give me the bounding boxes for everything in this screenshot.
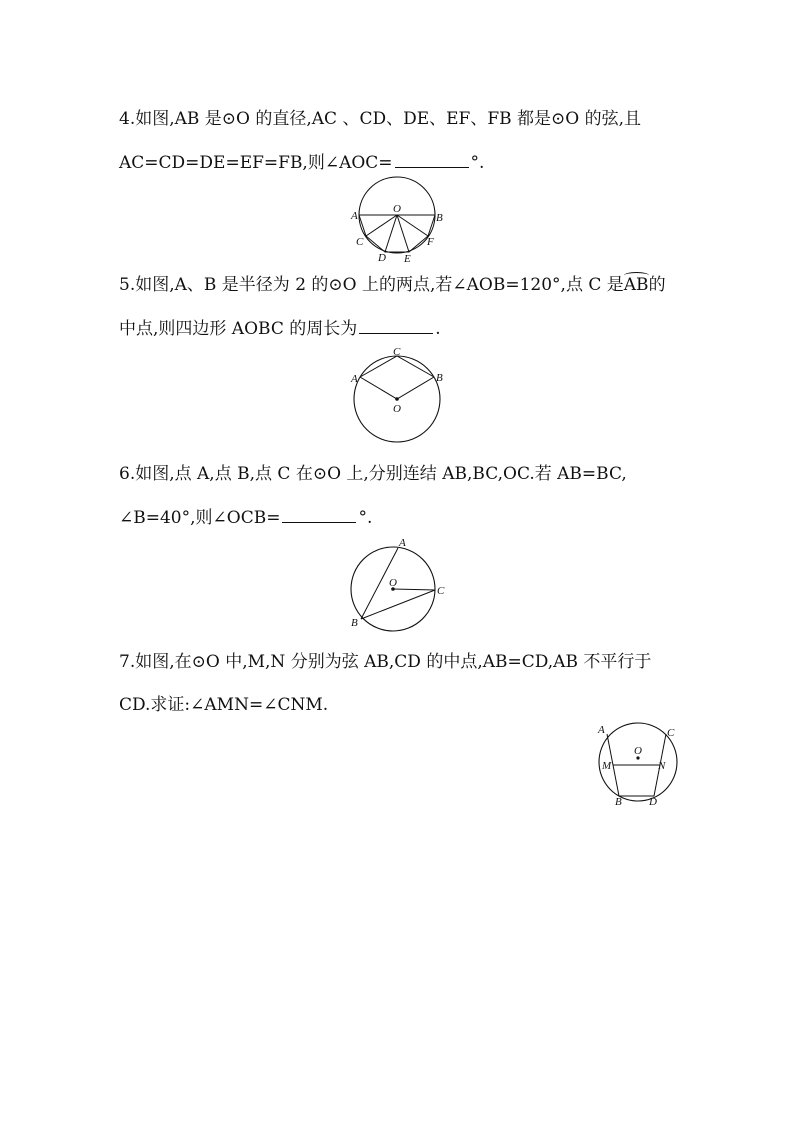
problem-7-line-2: CD.求证:∠AMN=∠CNM.	[119, 695, 329, 715]
label-d: D	[649, 796, 657, 808]
problem-6-figure	[345, 535, 455, 635]
radius-oc	[393, 589, 435, 590]
label-c: C	[393, 346, 401, 358]
label-a: A	[351, 373, 358, 385]
radius-of	[397, 215, 428, 236]
radius-od	[385, 215, 397, 252]
center-point	[395, 397, 399, 401]
problem-5-line-1	[119, 274, 666, 296]
label-o: O	[393, 403, 401, 415]
problem-7-line-1: 7.如图,在⊙O 中,M,N 分别为弦 AB,CD 的中点,AB=CD,AB 不平行于	[119, 652, 652, 672]
problem-5-continue: 的	[648, 275, 666, 295]
label-b: B	[436, 372, 443, 384]
problem-6-unit: °.	[358, 508, 373, 528]
label-a: A	[351, 210, 358, 222]
problem-6-line-1: 6.如图,点 A,点 B,点 C 在⊙O 上,分别连结 AB,BC,OC.若 AB=BC,	[119, 464, 627, 484]
chords-ac-cb	[360, 356, 434, 377]
label-c: C	[437, 585, 445, 597]
label-o: O	[634, 745, 642, 757]
radii-oa-ob	[360, 377, 434, 399]
label-n: N	[658, 760, 666, 772]
problem-5-question: 中点,则四边形 AOBC 的周长为	[119, 319, 358, 339]
chord-bc	[361, 590, 435, 619]
problem-4-line-2	[119, 151, 484, 174]
label-c: C	[667, 727, 675, 739]
problem-4-line-1: 4.如图,AB 是⊙O 的直径,AC 、CD、DE、EF、FB 都是⊙O 的弦,且	[119, 109, 642, 129]
problem-5-statement: 5.如图,A、B 是半径为 2 的⊙O 上的两点,若∠AOB=120°,点 C 是	[119, 275, 624, 295]
problem-6-statement: ∠B=40°,则∠OCB=	[119, 508, 281, 528]
radius-oc	[366, 215, 397, 236]
answer-blank[interactable]	[282, 506, 356, 523]
label-m: M	[602, 760, 612, 772]
label-a: A	[598, 724, 605, 736]
label-c: C	[356, 236, 364, 248]
problem-4-statement: AC=CD=DE=EF=FB,则∠AOC=	[119, 153, 393, 173]
problem-5-period: .	[435, 319, 441, 339]
label-d: D	[378, 252, 386, 264]
problem-4-figure	[340, 176, 450, 266]
problem-4-unit: °.	[470, 153, 485, 173]
label-a: A	[399, 537, 406, 549]
radius-oe	[397, 215, 409, 252]
label-b: B	[615, 796, 622, 808]
problem-7-figure	[594, 718, 684, 808]
arc-ab: AB	[623, 275, 649, 295]
problem-5-line-2	[119, 317, 441, 340]
label-f: F	[427, 236, 434, 248]
label-b: B	[436, 212, 443, 224]
answer-blank[interactable]	[395, 151, 469, 168]
problem-5-figure	[345, 345, 445, 445]
label-e: E	[404, 253, 411, 265]
answer-blank[interactable]	[359, 317, 433, 334]
problem-6-line-2	[119, 506, 372, 529]
label-o: O	[393, 203, 401, 215]
label-o: O	[389, 577, 397, 589]
label-b: B	[351, 617, 358, 629]
